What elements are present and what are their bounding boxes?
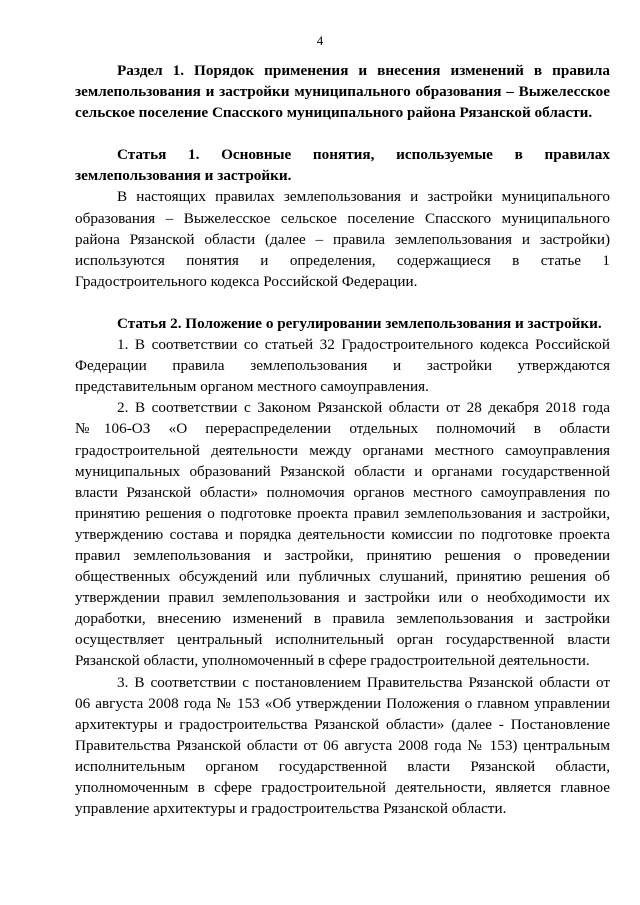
article-2-paragraph-3: 3. В соответствии с постановлением Правительства Рязанской области от 06 августа 2008 года № 153 «Об утверждении Положения о главном управлении архитектуры и градостроительства Рязанской области» (далее - Постановление Правительства Рязанской области от 06 августа 2008 года № 153) центральным исполнительным органом государственной власти Рязанской области, уполномоченным в сфере градостроительной деятельности, является главное управление архитектуры и градостроительства Рязанской области. — [75, 673, 610, 818]
document-body — [75, 60, 610, 819]
article-1-title: Статья 1. Основные понятия, используемые в правилах землепользования и застройки. — [75, 146, 610, 185]
article-1-text: В настоящих правилах землепользования и застройки муниципального образования – Выжелесское сельское поселение Спасского муниципального района Рязанской области (далее – правила землепользования и застройки) используются понятия и определения, содержащиеся в статье 1 Градостроительного кодекса Российской Федерации. — [75, 188, 610, 290]
spacer — [75, 123, 610, 144]
article-2-title: Статья 2. Положение о регулировании землепользования и застройки. — [117, 314, 602, 332]
spacer — [75, 292, 610, 313]
article-2-paragraph-2: 2. В соответствии с Законом Рязанской области от 28 декабря 2018 года №106-ОЗ «О перераспределении отдельных полномочий в области градостроительной деятельности между органами местного самоуправления муниципальных образований Рязанской области и органами государственной власти Рязанской области» полномочия органов местного самоуправления по принятию решения о подготовке проекта правил землепользования и застройки, утверждению состава и порядка деятельности комиссии по подготовке проекта правил землепользования и застройки, принятию решения о проведении общественных обсуждений или публичных слушаний, принятию решения об утверждении правил землепользования и застройки или о необходимости их доработки, внесению изменений в правила землепользования и застройки осуществляет центральный исполнительный орган государственной власти Рязанской области, уполномоченный в сфере градостроительной деятельности. — [75, 399, 610, 670]
section-title: Раздел 1. Порядок применения и внесения изменений в правила землепользования и застройки муниципального образования – Выжелесское сельское поселение Спасского муниципального района Рязанской области. — [75, 62, 610, 122]
article-2-paragraph-1: 1. В соответствии со статьей 32 Градостроительного кодекса Российской Федерации правила землепользования и застройки утверждаются представительным органом местного самоуправления. — [75, 336, 610, 396]
page-number: 4 — [316, 33, 324, 48]
